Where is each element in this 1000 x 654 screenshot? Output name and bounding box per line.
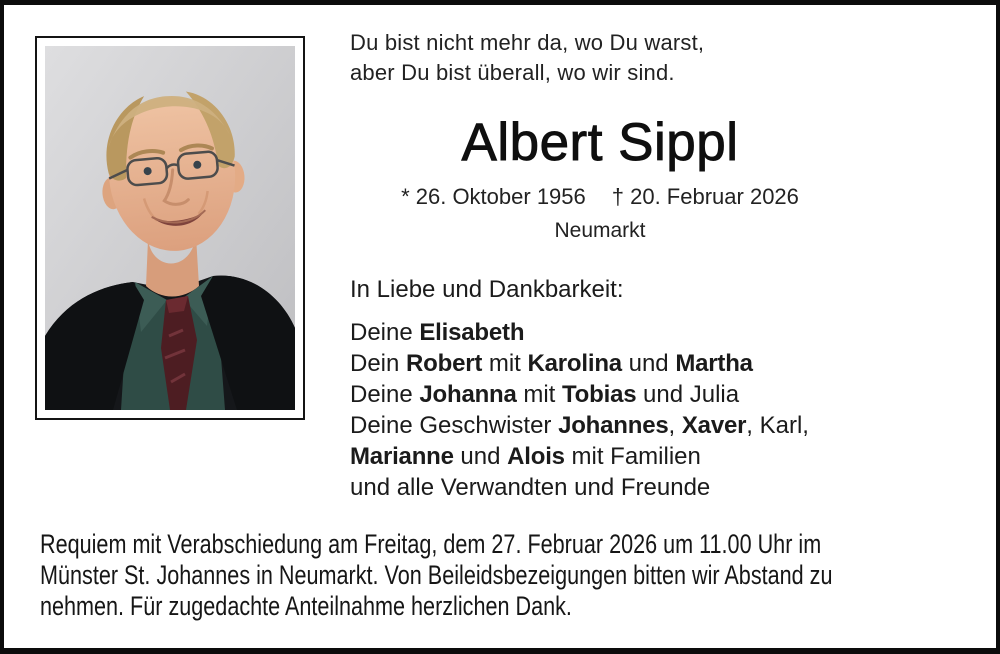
deceased-name: Albert Sippl <box>461 113 739 172</box>
family-line-text: mit <box>516 381 562 408</box>
announcement-line-2: Münster St. Johannes in Neumarkt. Von Beileidsbezeigungen bitten wir Abstand zu <box>40 560 833 590</box>
death-date: † 20. Februar 2026 <box>611 184 799 209</box>
family-line <box>350 441 850 472</box>
family-line <box>350 317 850 348</box>
family-line-text: und Julia <box>636 381 740 408</box>
family-line-text: und <box>621 350 676 377</box>
family-line-text: mit <box>482 350 528 377</box>
photo-frame <box>35 36 305 420</box>
family-member-name: Alois <box>507 443 565 470</box>
family-member-name: Elisabeth <box>419 319 525 346</box>
family-member-name: Johanna <box>419 381 517 408</box>
obituary-content <box>350 28 850 503</box>
family-member-name: Marianne <box>350 443 454 470</box>
family-member-name: Tobias <box>562 381 637 408</box>
life-dates <box>350 184 850 210</box>
portrait-photo <box>45 46 295 410</box>
family-member-name: Xaver <box>681 412 747 439</box>
family-line-text: Dein <box>350 350 407 377</box>
family-lines <box>350 317 850 503</box>
birth-date: * 26. Oktober 1956 <box>401 184 586 209</box>
funeral-announcement <box>40 529 960 622</box>
family-line <box>350 348 850 379</box>
family-line-text: Deine <box>350 319 420 346</box>
tribute-heading: In Liebe und Dankbarkeit: <box>350 276 624 303</box>
announcement-line-3: nehmen. Für zugedachte Anteilnahme herzlichen Dank. <box>40 591 572 621</box>
quote-line-1: Du bist nicht mehr da, wo Du warst, <box>350 30 705 55</box>
quote-line-2: aber Du bist überall, wo wir sind. <box>350 60 675 85</box>
portrait-illustration <box>45 46 295 410</box>
family-member-name: Karolina <box>527 350 622 377</box>
family-line <box>350 379 850 410</box>
family-line <box>350 410 850 441</box>
family-line-text: , <box>668 412 682 439</box>
memorial-quote <box>350 28 850 88</box>
family-line-text: , Karl, <box>746 412 809 439</box>
place-of-residence: Neumarkt <box>554 219 646 242</box>
announcement-line-1: Requiem mit Verabschiedung am Freitag, dem 27. Februar 2026 um 11.00 Uhr im <box>40 529 822 559</box>
family-line-text: und alle Verwandten und Freunde <box>350 474 711 501</box>
family-member-name: Robert <box>406 350 483 377</box>
family-line <box>350 472 850 503</box>
family-line-text: und <box>453 443 508 470</box>
family-line-text: Deine Geschwister <box>350 412 559 439</box>
family-member-name: Martha <box>675 350 753 377</box>
family-line-text: mit Familien <box>564 443 701 470</box>
family-line-text: Deine <box>350 381 420 408</box>
family-member-name: Johannes <box>558 412 669 439</box>
